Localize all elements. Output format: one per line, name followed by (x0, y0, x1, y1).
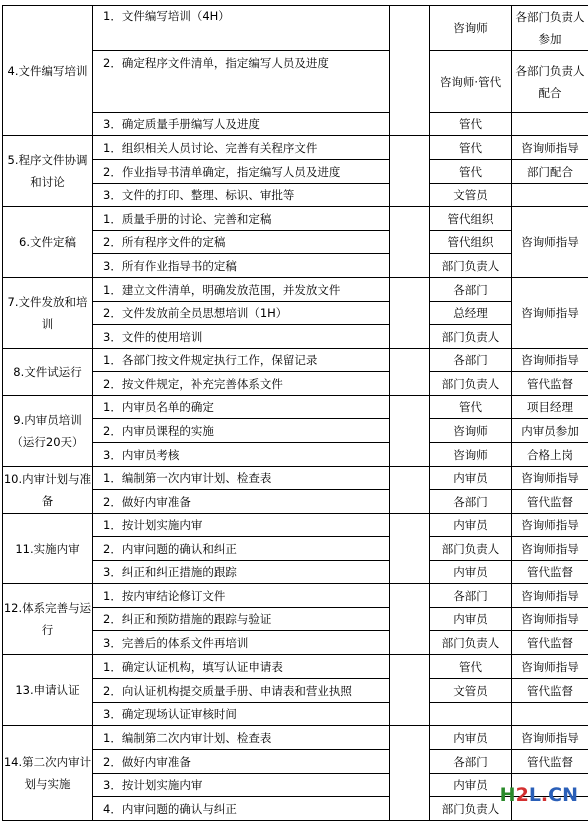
responsible-cell: 管代 (430, 160, 512, 184)
table-row (3, 514, 588, 537)
blank-cell (390, 655, 430, 726)
stage-cell: 4.文件编写培训 (3, 6, 93, 136)
responsible-cell: 部门负责人 (430, 254, 512, 278)
responsible-cell: 咨询师·管代 (430, 51, 512, 113)
note-cell: 咨询师指导 (512, 584, 588, 608)
note-cell: 内审员参加 (512, 419, 588, 443)
blank-cell (390, 726, 430, 821)
stage-cell: 13.申请认证 (3, 655, 93, 726)
responsible-cell (430, 703, 512, 726)
responsible-cell: 内审员 (430, 774, 512, 797)
responsible-cell: 咨询师 (430, 443, 512, 467)
blank-cell (390, 584, 430, 655)
task-cell: 1．编制第二次内审计划、检查表 (93, 726, 390, 750)
responsible-cell: 部门负责人 (430, 325, 512, 349)
stage-cell: 14.第二次内审计划与实施 (3, 726, 93, 821)
table-row (3, 207, 588, 231)
task-cell: 2．向认证机构提交质量手册、申请表和营业执照 (93, 679, 390, 703)
watermark-h: H (500, 784, 516, 806)
blank-cell (390, 467, 430, 514)
note-cell: 咨询师指导 (512, 608, 588, 631)
table-row (3, 655, 588, 679)
task-cell: 2．内审员课程的实施 (93, 419, 390, 443)
responsible-cell: 部门负责人 (430, 537, 512, 561)
table-row (3, 726, 588, 750)
blank-cell (390, 278, 430, 349)
task-cell: 2．文件发放前全员思想培训（1H） (93, 302, 390, 325)
stage-cell: 6.文件定稿 (3, 207, 93, 278)
blank-cell (390, 349, 430, 396)
task-cell: 1．按内审结论修订文件 (93, 584, 390, 608)
task-cell: 2．做好内审准备 (93, 750, 390, 774)
note-cell: 咨询师指导 (512, 537, 588, 561)
responsible-cell: 各部门 (430, 278, 512, 302)
note-cell: 咨询师指导 (512, 136, 588, 160)
task-cell: 1．按计划实施内审 (93, 514, 390, 537)
note-cell: 各部门负责人配合 (512, 51, 588, 113)
task-cell: 1．文件编写培训（4H） (93, 6, 390, 51)
note-cell: 项目经理 (512, 396, 588, 419)
blank-cell (390, 514, 430, 584)
responsible-cell: 管代 (430, 655, 512, 679)
blank-cell (390, 396, 430, 467)
note-cell: 咨询师指导 (512, 726, 588, 750)
task-cell: 3．纠正和纠正措施的跟踪 (93, 561, 390, 584)
note-cell: 咨询师指导 (512, 278, 588, 349)
task-cell: 3．确定质量手册编写人及进度 (93, 113, 390, 136)
task-cell: 1．确定认证机构，填写认证申请表 (93, 655, 390, 679)
table-row (3, 584, 588, 608)
task-cell: 2．确定程序文件清单，指定编写人员及进度 (93, 51, 390, 113)
responsible-cell: 内审员 (430, 467, 512, 490)
table-row (3, 396, 588, 419)
blank-cell (390, 136, 430, 207)
stage-cell: 12.体系完善与运行 (3, 584, 93, 655)
note-cell: 部门配合 (512, 160, 588, 184)
responsible-cell: 部门负责人 (430, 631, 512, 655)
note-cell: 咨询师指导 (512, 467, 588, 490)
note-cell: 管代监督 (512, 561, 588, 584)
task-cell: 4．内审问题的确认与纠正 (93, 797, 390, 821)
responsible-cell: 咨询师 (430, 6, 512, 51)
responsible-cell: 部门负责人 (430, 797, 512, 821)
responsible-cell: 内审员 (430, 561, 512, 584)
note-cell (512, 703, 588, 726)
note-cell: 管代监督 (512, 490, 588, 514)
watermark-l: L (529, 784, 541, 806)
task-cell: 2．按文件规定，补充完善体系文件 (93, 372, 390, 396)
task-cell: 1．内审员名单的确定 (93, 396, 390, 419)
stage-cell: 5.程序文件协调和讨论 (3, 136, 93, 207)
note-cell: 管代监督 (512, 631, 588, 655)
task-cell: 1．编制第一次内审计划、检查表 (93, 467, 390, 490)
responsible-cell: 各部门 (430, 349, 512, 372)
responsible-cell: 内审员 (430, 608, 512, 631)
note-cell (512, 113, 588, 136)
note-cell: 管代监督 (512, 750, 588, 774)
watermark-cn: CN (548, 784, 578, 806)
plan-table (2, 5, 588, 821)
stage-cell: 8.文件试运行 (3, 349, 93, 396)
task-cell: 1．质量手册的讨论、完善和定稿 (93, 207, 390, 231)
responsible-cell: 各部门 (430, 584, 512, 608)
watermark-dot: . (541, 784, 548, 806)
responsible-cell: 总经理 (430, 302, 512, 325)
blank-cell (390, 6, 430, 136)
stage-cell: 11.实施内审 (3, 514, 93, 584)
site-watermark-logo (500, 784, 578, 806)
responsible-cell: 咨询师 (430, 419, 512, 443)
note-cell (512, 184, 588, 207)
responsible-cell: 管代组织 (430, 231, 512, 254)
responsible-cell: 文管员 (430, 679, 512, 703)
task-cell: 2．做好内审准备 (93, 490, 390, 514)
responsible-cell: 内审员 (430, 514, 512, 537)
responsible-cell: 文管员 (430, 184, 512, 207)
task-cell: 3．确定现场认证审核时间 (93, 703, 390, 726)
stage-cell: 7.文件发放和培训 (3, 278, 93, 349)
note-cell: 各部门负责人参加 (512, 6, 588, 51)
task-cell: 3．完善后的体系文件再培训 (93, 631, 390, 655)
responsible-cell: 管代 (430, 136, 512, 160)
task-cell: 1．组织相关人员讨论、完善有关程序文件 (93, 136, 390, 160)
responsible-cell: 部门负责人 (430, 372, 512, 396)
note-cell: 管代监督 (512, 679, 588, 703)
task-cell: 3．文件的使用培训 (93, 325, 390, 349)
table-row (3, 467, 588, 490)
table-row (3, 349, 588, 372)
responsible-cell: 各部门 (430, 490, 512, 514)
note-cell: 咨询师指导 (512, 207, 588, 278)
task-cell: 2．所有程序文件的定稿 (93, 231, 390, 254)
task-cell: 1．各部门按文件规定执行工作，保留记录 (93, 349, 390, 372)
responsible-cell: 管代 (430, 396, 512, 419)
responsible-cell: 内审员 (430, 726, 512, 750)
note-cell: 管代监督 (512, 372, 588, 396)
watermark-2: 2 (516, 784, 529, 806)
note-cell: 咨询师指导 (512, 655, 588, 679)
task-cell: 2．作业指导书清单确定，指定编写人员及进度 (93, 160, 390, 184)
task-cell: 3．文件的打印、整理、标识、审批等 (93, 184, 390, 207)
blank-cell (390, 207, 430, 278)
task-cell: 3．所有作业指导书的定稿 (93, 254, 390, 278)
task-cell: 3．内审员考核 (93, 443, 390, 467)
stage-cell: 9.内审员培训（运行20天） (3, 396, 93, 467)
table-row (3, 6, 588, 51)
note-cell: 咨询师指导 (512, 514, 588, 537)
responsible-cell: 各部门 (430, 750, 512, 774)
responsible-cell: 管代 (430, 113, 512, 136)
task-cell: 1．建立文件清单，明确发放范围，并发放文件 (93, 278, 390, 302)
table-row (3, 136, 588, 160)
responsible-cell: 管代组织 (430, 207, 512, 231)
stage-cell: 10.内审计划与准备 (3, 467, 93, 514)
task-cell: 2．纠正和预防措施的跟踪与验证 (93, 608, 390, 631)
task-cell: 3．按计划实施内审 (93, 774, 390, 797)
table-row (3, 278, 588, 302)
task-cell: 2．内审问题的确认和纠正 (93, 537, 390, 561)
note-cell: 合格上岗 (512, 443, 588, 467)
note-cell: 咨询师指导 (512, 349, 588, 372)
